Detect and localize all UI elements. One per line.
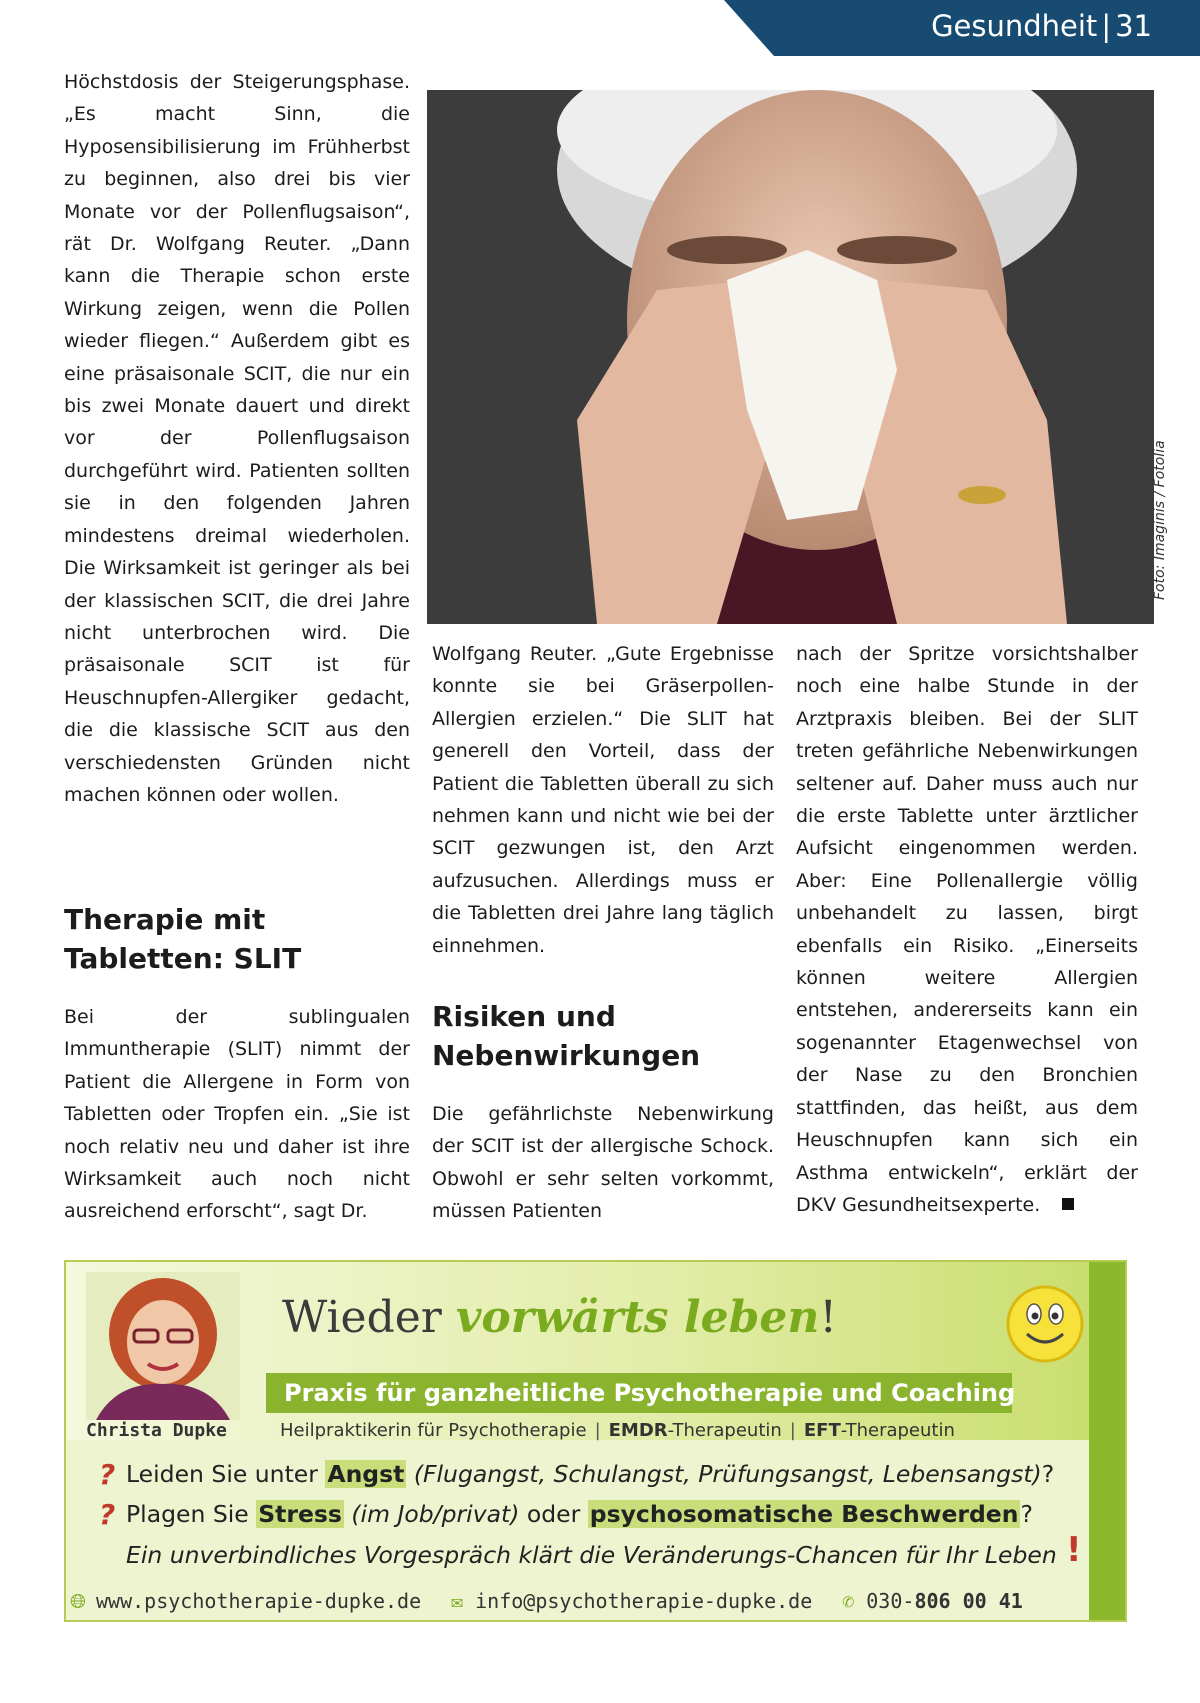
subheading-risks: Risiken und Nebenwirkungen [432, 1000, 701, 1072]
ad-band: Praxis für ganzheitliche Psychotherapie und Coaching [266, 1373, 1012, 1413]
column2-bottom [432, 1098, 774, 1228]
paragraph: nach der Spritze vorsichtshalber noch eine halbe Stunde in der Arztpraxis bleiben. Bei der SLIT treten gefährliche Nebenwirkungen seltener auf. Daher muss auch nur die erste Tablette unter ärztlicher Aufsicht eingenommen werden. Aber: Eine Pollenallergie völlig unbehandelt zu lassen, birgt ebenfalls ein Risiko. „Einerseits können weitere Allergien entstehen, andererseits kann ein sogenannter Etagenwechsel von der Nase zu den Bronchien stattfinden, das heißt, aus dem Heuschnupfen kann sich ein Asthma entwickeln“, erklärt der DKV Gesundheitsexperte. [796, 643, 1138, 1216]
ad-line-stress: ? Plagen Sie Stress (im Job/privat) oder psychosomatische Beschwerden? [99, 1498, 1033, 1531]
ad-slogan: Wieder vorwärts leben! [282, 1292, 838, 1343]
subheading-slit: Therapie mit Tabletten: SLIT [64, 903, 302, 975]
phone-icon: ✆ [842, 1589, 855, 1613]
column3 [796, 638, 1138, 1221]
article-photo [427, 90, 1154, 624]
paragraph: Die gefährlichste Nebenwirkung der SCIT ist der allergische Schock. Obwohl er sehr selten vorkommt, müssen Patienten [432, 1103, 774, 1223]
section-name: Gesundheit [931, 9, 1098, 43]
email-link[interactable]: info@psychotherapie-dupke.de [475, 1589, 813, 1613]
ad-contact [66, 1583, 1066, 1619]
ad-name: Christa Dupke [86, 1420, 227, 1441]
column1-bottom [64, 1001, 410, 1228]
globe-icon: 🌐︎ [70, 1589, 86, 1613]
header-separator: | [1101, 9, 1112, 43]
question-mark-icon: ? [99, 1498, 116, 1531]
website-link[interactable]: www.psychotherapie-dupke.de [96, 1589, 422, 1613]
question-mark-icon: ? [99, 1458, 116, 1491]
page-header [931, 2, 1152, 50]
woman-blowing-nose-image [427, 90, 1154, 624]
column2-top [432, 638, 774, 962]
page-number: 31 [1115, 9, 1152, 43]
column1-top [64, 66, 410, 811]
envelope-icon: ✉ [451, 1589, 464, 1613]
paragraph: Höchstdosis der Steigerungsphase. „Es macht Sinn, die Hyposensibilisierung im Frühherbst zu beginnen, also drei bis vier Monate vor der Pollenflugsaison“, rät Dr. Wolfgang Reuter. „Dann kann die Therapie schon erste Wirkung zeigen, wenn die Pollen wieder fliegen.“ Außerdem gibt es eine präsaisonale SCIT, die nur ein bis zwei Monate dauert und direkt vor der Pollenflugsaison durchgeführt wird. Patienten sollten sie in den folgenden Jahren mindestens dreimal wiederholen. Die Wirksamkeit ist geringer als bei der klassischen SCIT, die drei Jahre nicht unterbrochen wird. Die präsaisonale SCIT ist für Heuschnupfen-Allergiker gedacht, die die klassische SCIT aus den verschiedensten Gründen nicht machen können oder wollen. [64, 71, 410, 806]
paragraph: Bei der sublingualen Immuntherapie (SLIT) nimmt der Patient die Allergene in Form von Tabletten oder Tropfen ein. „Sie ist noch relativ neu und daher ist ihre Wirksamkeit auch noch nicht ausreichend erforscht“, sagt Dr. [64, 1006, 410, 1223]
paragraph: Wolfgang Reuter. „Gute Ergebnisse konnte sie bei Gräserpollen-Allergien erzielen.“ Die SLIT hat generell den Vorteil, dass der Patient die Tabletten überall zu sich nehmen kann und nicht wie bei der SCIT gezwungen ist, den Arzt aufzusuchen. Allerdings muss er die Tabletten drei Jahre lang täglich einnehmen. [432, 643, 774, 957]
ad-line-offer: Ein unverbindliches Vorgespräch klärt die Veränderungs-Chancen für Ihr Leben [126, 1541, 1057, 1569]
ad-qualifications: Heilpraktikerin für Psychotherapie | EMDR-Therapeutin | EFT-Therapeutin [280, 1420, 955, 1441]
exclamation-icon: ! [1066, 1530, 1082, 1570]
portrait-photo [86, 1272, 240, 1420]
ad-line-angst: ? Leiden Sie unter Angst (Flugangst, Schulangst, Prüfungsangst, Lebensangst)? [99, 1458, 1055, 1491]
phone-number: 806 00 41 [914, 1589, 1023, 1613]
end-mark-icon [1062, 1198, 1074, 1210]
smiley-icon [1005, 1284, 1085, 1364]
ad-side-label: Berlin-Schlachtensee [1164, 1374, 1188, 1596]
photo-credit: Foto: Imaginis / Fotolia [1152, 440, 1168, 600]
phone-prefix: 030- [866, 1589, 915, 1613]
